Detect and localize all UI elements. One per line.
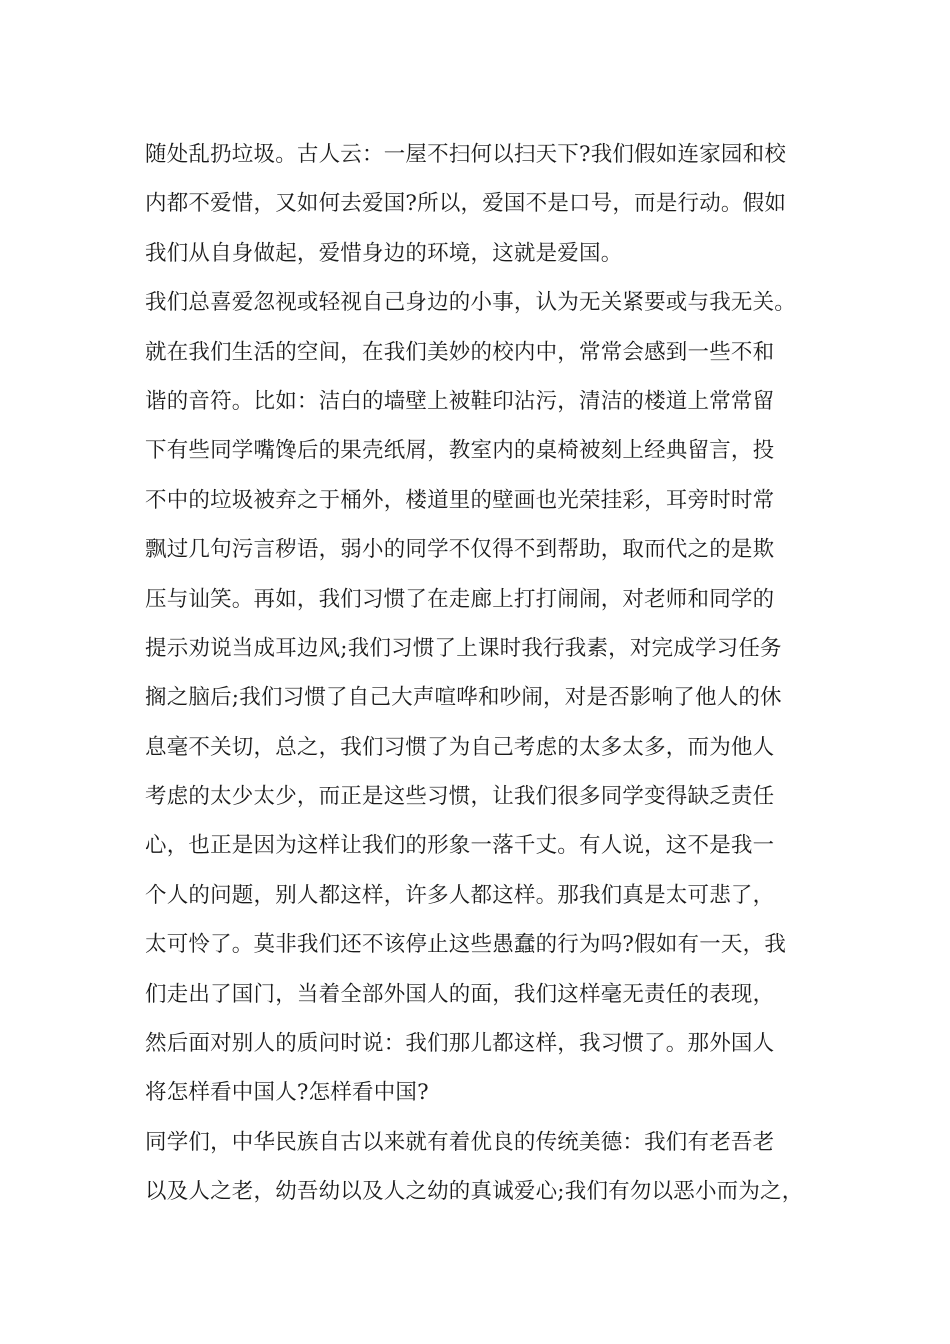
text-line: 考虑的太少太少，而正是这些习惯，让我们很多同学变得缺乏责任 bbox=[145, 784, 775, 810]
text-line: 我们从自身做起，爱惜身边的环境，这就是爱国。 bbox=[145, 240, 623, 266]
text-line: 内都不爱惜，又如何去爱国?所以，爱国不是口号，而是行动。假如 bbox=[145, 191, 787, 217]
text-line: 就在我们生活的空间，在我们美妙的校内中，常常会感到一些不和 bbox=[145, 339, 775, 365]
text-line: 下有些同学嘴馋后的果壳纸屑，教室内的桌椅被刻上经典留言，投 bbox=[145, 438, 775, 464]
text-line: 个人的问题，别人都这样，许多人都这样。那我们真是太可悲了， bbox=[145, 882, 775, 908]
text-line: 太可怜了。莫非我们还不该停止这些愚蠢的行为吗?假如有一天，我 bbox=[145, 932, 787, 958]
text-line: 然后面对别人的质问时说：我们那儿都这样，我习惯了。那外国人 bbox=[145, 1031, 775, 1057]
text-line: 们走出了国门，当着全部外国人的面，我们这样毫无责任的表现， bbox=[145, 981, 775, 1007]
text-line: 提示劝说当成耳边风;我们习惯了上课时我行我素，对完成学习任务 bbox=[145, 635, 782, 661]
text-line: 心，也正是因为这样让我们的形象一落千丈。有人说，这不是我一 bbox=[145, 833, 775, 859]
text-line: 息毫不关切，总之，我们习惯了为自己考虑的太多太多，而为他人 bbox=[145, 734, 775, 760]
text-line: 将怎样看中国人?怎样看中国? bbox=[145, 1080, 429, 1106]
text-line: 同学们，中华民族自古以来就有着优良的传统美德：我们有老吾老 bbox=[145, 1129, 775, 1155]
text-line: 谐的音符。比如：洁白的墙壁上被鞋印沾污，清洁的楼道上常常留 bbox=[145, 388, 775, 414]
text-line: 不中的垃圾被弃之于桶外，楼道里的壁画也光荣挂彩，耳旁时时常 bbox=[145, 487, 775, 513]
text-line: 我们总喜爱忽视或轻视自己身边的小事，认为无关紧要或与我无关。 bbox=[145, 290, 797, 316]
text-line: 随处乱扔垃圾。古人云：一屋不扫何以扫天下?我们假如连家园和校 bbox=[145, 142, 787, 167]
text-line: 压与讪笑。再如，我们习惯了在走廊上打打闹闹，对老师和同学的 bbox=[145, 586, 775, 612]
text-line: 搁之脑后;我们习惯了自己大声喧哗和吵闹，对是否影响了他人的休 bbox=[145, 685, 782, 711]
text-line: 以及人之老，幼吾幼以及人之幼的真诚爱心;我们有勿以恶小而为之， bbox=[145, 1179, 804, 1205]
body-text bbox=[145, 130, 835, 1217]
text-line: 飘过几句污言秽语，弱小的同学不仅得不到帮助，取而代之的是欺 bbox=[145, 537, 775, 563]
